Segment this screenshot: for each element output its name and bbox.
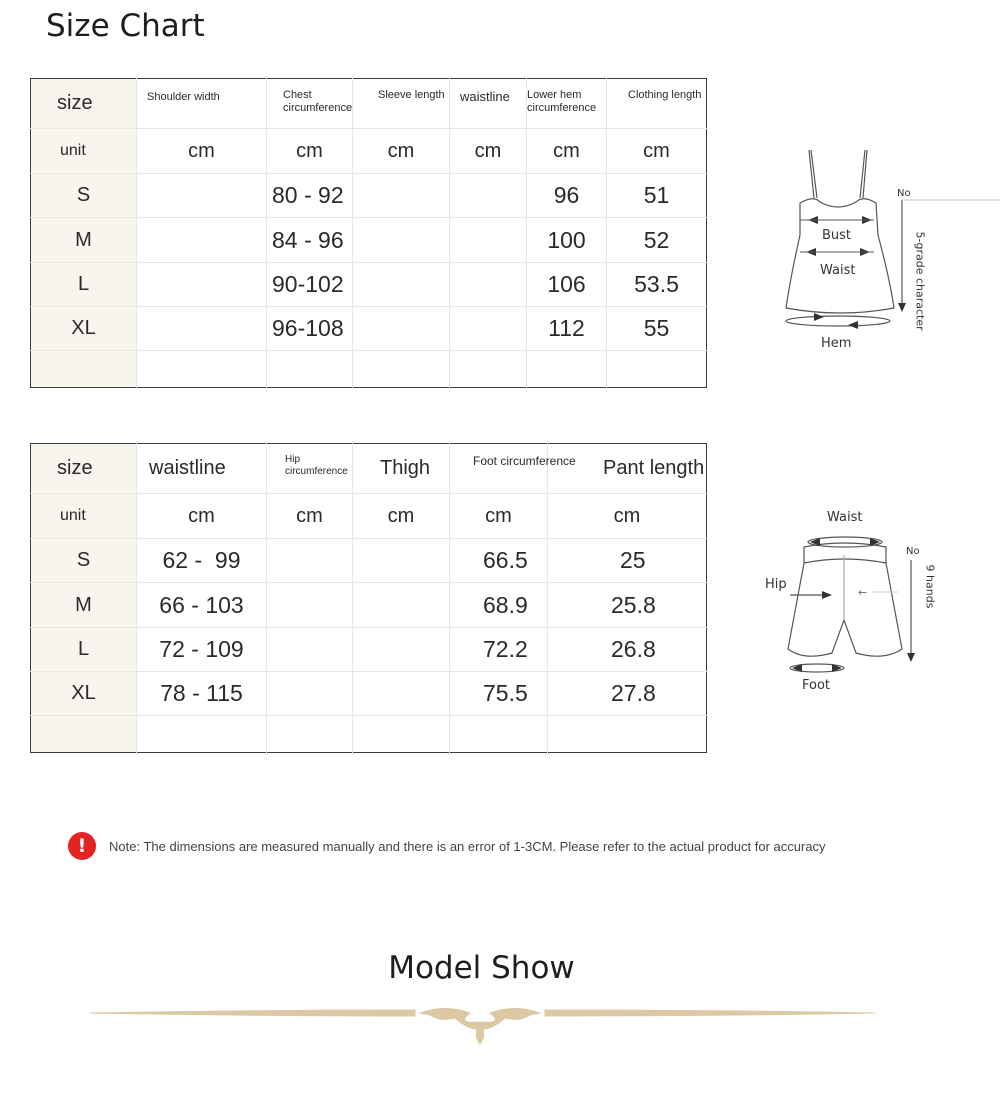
thigh-cell [353,671,450,715]
waist-label: Waist [827,510,863,525]
empty-cell [607,350,707,387]
thigh-cell [353,539,450,583]
hip-cell [267,627,353,671]
model-show-title: Model Show [388,950,575,986]
table-row [31,671,707,715]
foot-cell: 68.9 [450,583,548,627]
hem-cell: 96 [527,174,607,218]
unit-cell: cm [137,129,267,174]
size-label: S [31,539,137,583]
unit-label: unit [31,129,137,174]
header-lower-hem-circumference: Lower hem circumference [527,79,607,129]
empty-cell [450,715,548,752]
hip-arrow [822,591,832,599]
thigh-cell [353,583,450,627]
chest-cell: 90-102 [267,262,353,306]
left-strap [809,150,817,198]
header-row [31,444,707,494]
sleeve-cell [353,262,450,306]
header-size: size [31,79,137,129]
pant-length-cell: 27.8 [548,671,707,715]
no-label: No [897,188,911,199]
unit-cell: cm [548,494,707,539]
table-row [31,583,707,627]
unit-cell: cm [353,129,450,174]
unit-cell: cm [137,494,267,539]
hem-ellipse [786,316,890,326]
thigh-cell [353,627,450,671]
unit-cell: cm [450,129,527,174]
waist-cell [450,174,527,218]
empty-cell [353,715,450,752]
header-clothing-length: Clothing length [607,79,707,129]
foot-cell: 72.2 [450,627,548,671]
waistline-cell: 78 - 115 [137,671,267,715]
camisole-outline [786,199,894,313]
length-cell: 51 [607,174,707,218]
hem-cell: 100 [527,218,607,262]
empty-cell [137,350,267,387]
waistband [804,543,886,563]
table-row [31,715,707,752]
empty-cell [267,715,353,752]
hem-cell: 112 [527,306,607,350]
empty-cell [527,350,607,387]
length-label: 5-grade character [913,231,927,331]
ornament-center-right [477,1009,541,1045]
foot-cell: 75.5 [450,671,548,715]
shoulder-cell [137,306,267,350]
header-size: size [31,444,137,494]
empty-cell [548,715,707,752]
unit-row [31,129,707,174]
unit-cell: cm [353,494,450,539]
waist-label: Waist [820,263,856,278]
length-label: 9 hands [923,564,937,609]
length-cell: 52 [607,218,707,262]
ornament-left-line [90,1010,415,1016]
pant-length-cell: 25.8 [548,583,707,627]
unit-cell: cm [267,129,353,174]
unit-cell: cm [450,494,548,539]
size-label: XL [31,306,137,350]
chest-cell: 96-108 [267,306,353,350]
size-label: M [31,218,137,262]
chest-cell: 80 - 92 [267,174,353,218]
size-label: S [31,174,137,218]
waistline-cell: 62 - 99 [137,539,267,583]
table-row [31,350,707,387]
note-text: Note: The dimensions are measured manually and there is an error of 1-3CM. Please refer to the actual product for accuracy [109,838,826,854]
unit-row [31,494,707,539]
length-cell: 53.5 [607,262,707,306]
pant-length-cell: 26.8 [548,627,707,671]
empty-cell [267,350,353,387]
bust-label: Bust [822,228,852,243]
shoulder-cell [137,262,267,306]
sleeve-cell [353,306,450,350]
size-label: L [31,262,137,306]
table-row [31,627,707,671]
empty-cell [353,350,450,387]
shorts-outline [788,563,902,656]
unit-cell: cm [607,129,707,174]
unit-label: unit [31,494,137,539]
measurement-note [68,832,826,860]
header-hip-circumference: Hip circumference [267,444,353,494]
header-sleeve-length: Sleeve length [353,79,450,129]
size-label [31,350,137,387]
header-waistline: waistline [137,444,267,494]
shoulder-cell [137,174,267,218]
top-size-table [30,78,707,388]
size-label: XL [31,671,137,715]
waist-cell [450,306,527,350]
ornament-divider [85,1000,885,1050]
length-arrow [907,653,915,662]
hem-label: Hem [821,336,852,351]
table-row [31,218,707,262]
empty-cell [137,715,267,752]
header-thigh: Thigh [353,444,450,494]
unit-cell: cm [527,129,607,174]
header-shoulder-width: Shoulder width [137,79,267,129]
foot-cell: 66.5 [450,539,548,583]
sleeve-cell [353,218,450,262]
shoulder-cell [137,218,267,262]
header-pant-length: Pant length [548,444,707,494]
hem-arrows [814,313,858,329]
hip-cell [267,671,353,715]
hip-cell [267,539,353,583]
pant-length-cell: 25 [548,539,707,583]
hip-label: Hip [765,577,787,592]
length-arrow [898,303,906,312]
table-row [31,262,707,306]
table-row [31,539,707,583]
ornament-right-line [545,1010,875,1016]
no-label: No [906,546,920,557]
size-label [31,715,137,752]
size-label: M [31,583,137,627]
svg-text:←: ← [858,586,868,599]
camisole-diagram [770,140,1000,360]
table-row [31,174,707,218]
alert-icon: ! [68,832,96,860]
page-title: Size Chart [46,8,205,44]
chest-cell: 84 - 96 [267,218,353,262]
waist-cell [450,262,527,306]
table-row [31,306,707,350]
length-cell: 55 [607,306,707,350]
right-strap [860,150,867,198]
waistline-cell: 66 - 103 [137,583,267,627]
hem-cell: 106 [527,262,607,306]
waistline-cell: 72 - 109 [137,627,267,671]
sleeve-cell [353,174,450,218]
header-waistline: waistline [450,79,527,129]
header-row [31,79,707,129]
size-label: L [31,627,137,671]
waist-cell [450,218,527,262]
empty-cell [450,350,527,387]
foot-label: Foot [802,678,831,693]
header-foot-circumference: Foot circumference [450,444,548,494]
ornament-center-left [420,1009,484,1045]
unit-cell: cm [267,494,353,539]
foot-arrows [792,664,842,672]
header-chest-circumference: Chest circumference [267,79,353,129]
hip-cell [267,583,353,627]
bottom-size-table [30,443,707,753]
